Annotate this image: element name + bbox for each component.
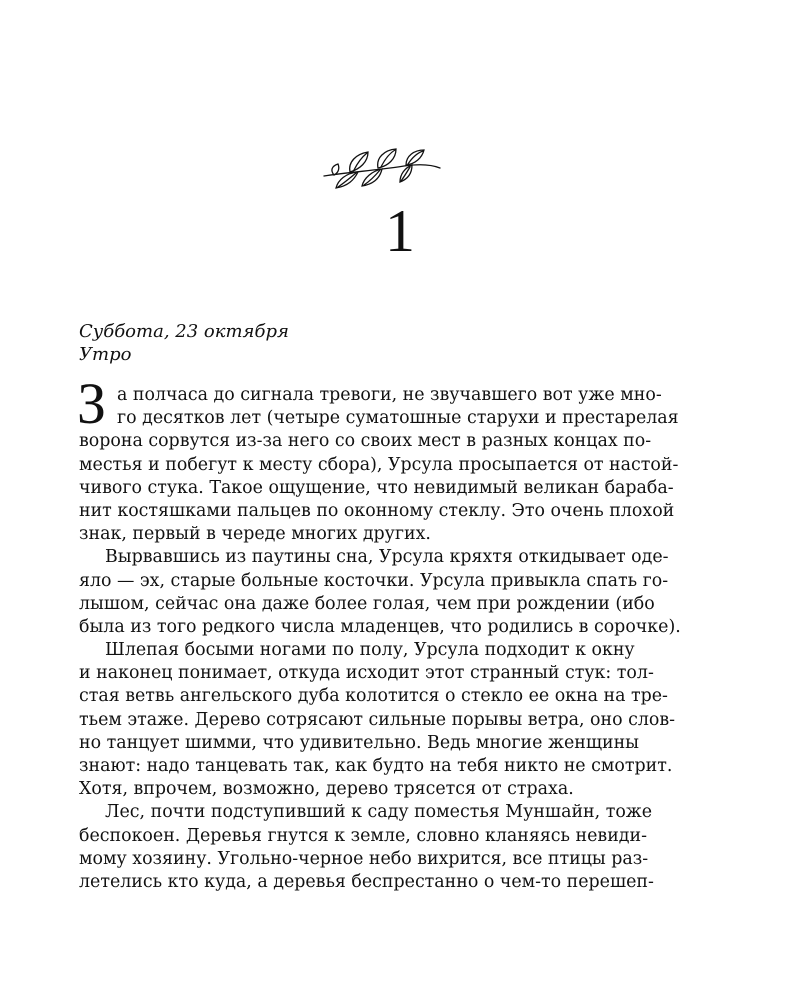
text-line: беспокоен. Деревья гнутся к земле, словно кланяясь невиди- bbox=[79, 825, 647, 846]
text-line: летелись кто куда, а деревья беспрестанно о чем-то перешеп- bbox=[79, 871, 654, 892]
chapter-date: Суббота, 23 октября bbox=[79, 321, 289, 342]
text-line: нит костяшками пальцев по оконному стеклу. Это очень плохой bbox=[79, 500, 675, 521]
text-line: лышом, сейчас она даже более голая, чем при рождении (ибо bbox=[79, 593, 655, 614]
text-line: ворона сорвутся из-за него со своих мест в разных концах по- bbox=[79, 431, 652, 452]
text-line: яло — эх, старые больные косточки. Урсула привыкла спать го- bbox=[79, 570, 669, 591]
text-line: была из того редкого числа младенцев, что родились в сорочке). bbox=[79, 616, 681, 637]
text-line: чивого стука. Такое ощущение, что невидимый великан бараба- bbox=[79, 477, 674, 498]
text-line: мому хозяину. Угольно-черное небо вихрится, все птицы раз- bbox=[79, 848, 649, 869]
text-line: го десятков лет (четыре суматошные старухи и престарелая bbox=[117, 408, 679, 429]
text-line: стая ветвь ангельского дуба колотится о стекло ее окна на тре- bbox=[79, 686, 668, 707]
text-line: знают: надо танцевать так, как будто на тебя никто не смотрит. bbox=[79, 756, 673, 776]
text-line: Вырвавшись из паутины сна, Урсула кряхтя откидывает оде- bbox=[105, 547, 669, 568]
chapter-number: 1 bbox=[385, 198, 415, 264]
text-line: Хотя, впрочем, возможно, дерево трясется от страха. bbox=[79, 779, 574, 800]
leaf-branch-icon bbox=[320, 142, 444, 192]
drop-cap: З bbox=[77, 371, 107, 436]
text-line: Лес, почти подступивший к саду поместья Муншайн, тоже bbox=[105, 802, 653, 823]
text-line: и наконец понимает, откуда исходит этот странный стук: тол- bbox=[79, 663, 654, 684]
text-line: местья и побегут к месту сбора), Урсула просыпается от настой- bbox=[79, 454, 679, 475]
text-line: Шлепая босыми ногами по полу, Урсула подходит к окну bbox=[105, 640, 635, 661]
text-line: тьем этаже. Дерево сотрясают сильные порывы ветра, оно слов- bbox=[79, 709, 676, 730]
chapter-time: Утро bbox=[79, 344, 132, 365]
chapter-body bbox=[77, 371, 685, 894]
text-line: знак, первый в череде многих других. bbox=[79, 524, 431, 545]
text-line: З а полчаса до сигнала тревоги, не звучавшего вот уже мно- bbox=[77, 371, 662, 436]
chapter-dateline bbox=[79, 320, 289, 366]
text-line: но танцует шимми, что удивительно. Ведь многие женщины bbox=[79, 732, 640, 753]
